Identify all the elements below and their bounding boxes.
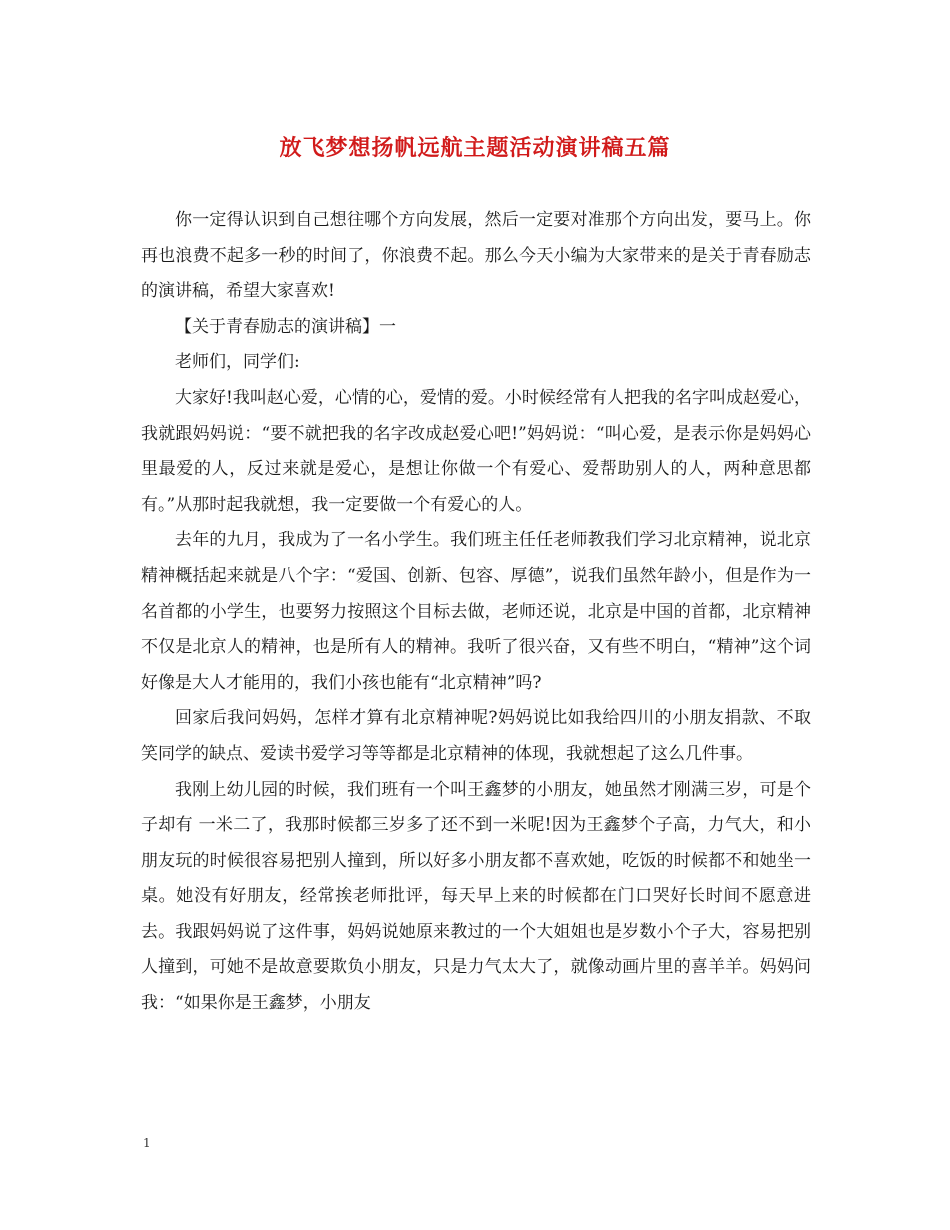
paragraph-greeting: 大家好!我叫赵心爱，心情的心，爱情的爱。小时候经常有人把我的名字叫成赵爱心，我就跟妈妈说：“要不就把我的名字改成赵爱心吧!”妈妈说：“叫心爱，是表示你是妈妈心里最爱的人，反过来就是爱心，是想让你做一个有爱心、爱帮助别人的人，两种意思都有。”从那时起我就想，我一定要做一个有爱心的人。: [141, 387, 811, 515]
paragraph-beijing-spirit: 去年的九月，我成为了一名小学生。我们班主任任老师教我们学习北京精神，说北京精神概括起来就是八个字：“爱国、创新、包容、厚德”，说我们虽然年龄小，但是作为一名首都的小学生，也要努力按照这个目标去做，老师还说，北京是中国的首都，北京精神不仅是北京人的精神，也是所有人的精神。我听了很兴奋，又有些不明白，“精神”这个词好像是大人才能用的，我们小孩也能有“北京精神”吗?: [141, 530, 811, 693]
document-title: 放飞梦想扬帆远航主题活动演讲稿五篇: [279, 135, 671, 161]
paragraph-salutation: 老师们，同学们:: [175, 352, 300, 373]
paragraph-intro: 你一定得认识到自己想往哪个方向发展，然后一定要对准那个方向出发，要马上。你再也浪费不起多一秒的时间了，你浪费不起。那么今天小编为大家带来的是关于青春励志的演讲稿，希望大家喜欢!: [141, 210, 811, 302]
page-number: 1: [143, 1136, 151, 1150]
paragraph-section-heading: 【关于青春励志的演讲稿】一: [175, 316, 396, 337]
paragraph-kindergarten: 我刚上幼儿园的时候，我们班有一个叫王鑫梦的小朋友，她虽然才刚满三岁，可是个子却有 一米二了，我那时候都三岁多了还不到一米呢!因为王鑫梦个子高，力气大，和小朋友玩的时候很容易把别人撞到，所以好多小朋友都不喜欢她，吃饭的时候都不和她坐一桌。她没有好朋友，经常挨老师批评，每天早上来的时候都在门口哭好长时间不愿意进去。我跟妈妈说了这件事，妈妈说她原来教过的一个大姐姐也是岁数小个子大，容易把别人撞到，可她不是故意要欺负小朋友，只是力气太大了，就像动画片里的喜羊羊。妈妈问我：“如果你是王鑫梦，小朋友: [141, 779, 811, 1014]
document-body: [141, 203, 811, 1022]
paragraph-asking-mom: 回家后我问妈妈，怎样才算有北京精神呢?妈妈说比如我给四川的小朋友捐款、不取笑同学的缺点、爱读书爱学习等等都是北京精神的体现，我就想起了这么几件事。: [141, 708, 811, 764]
